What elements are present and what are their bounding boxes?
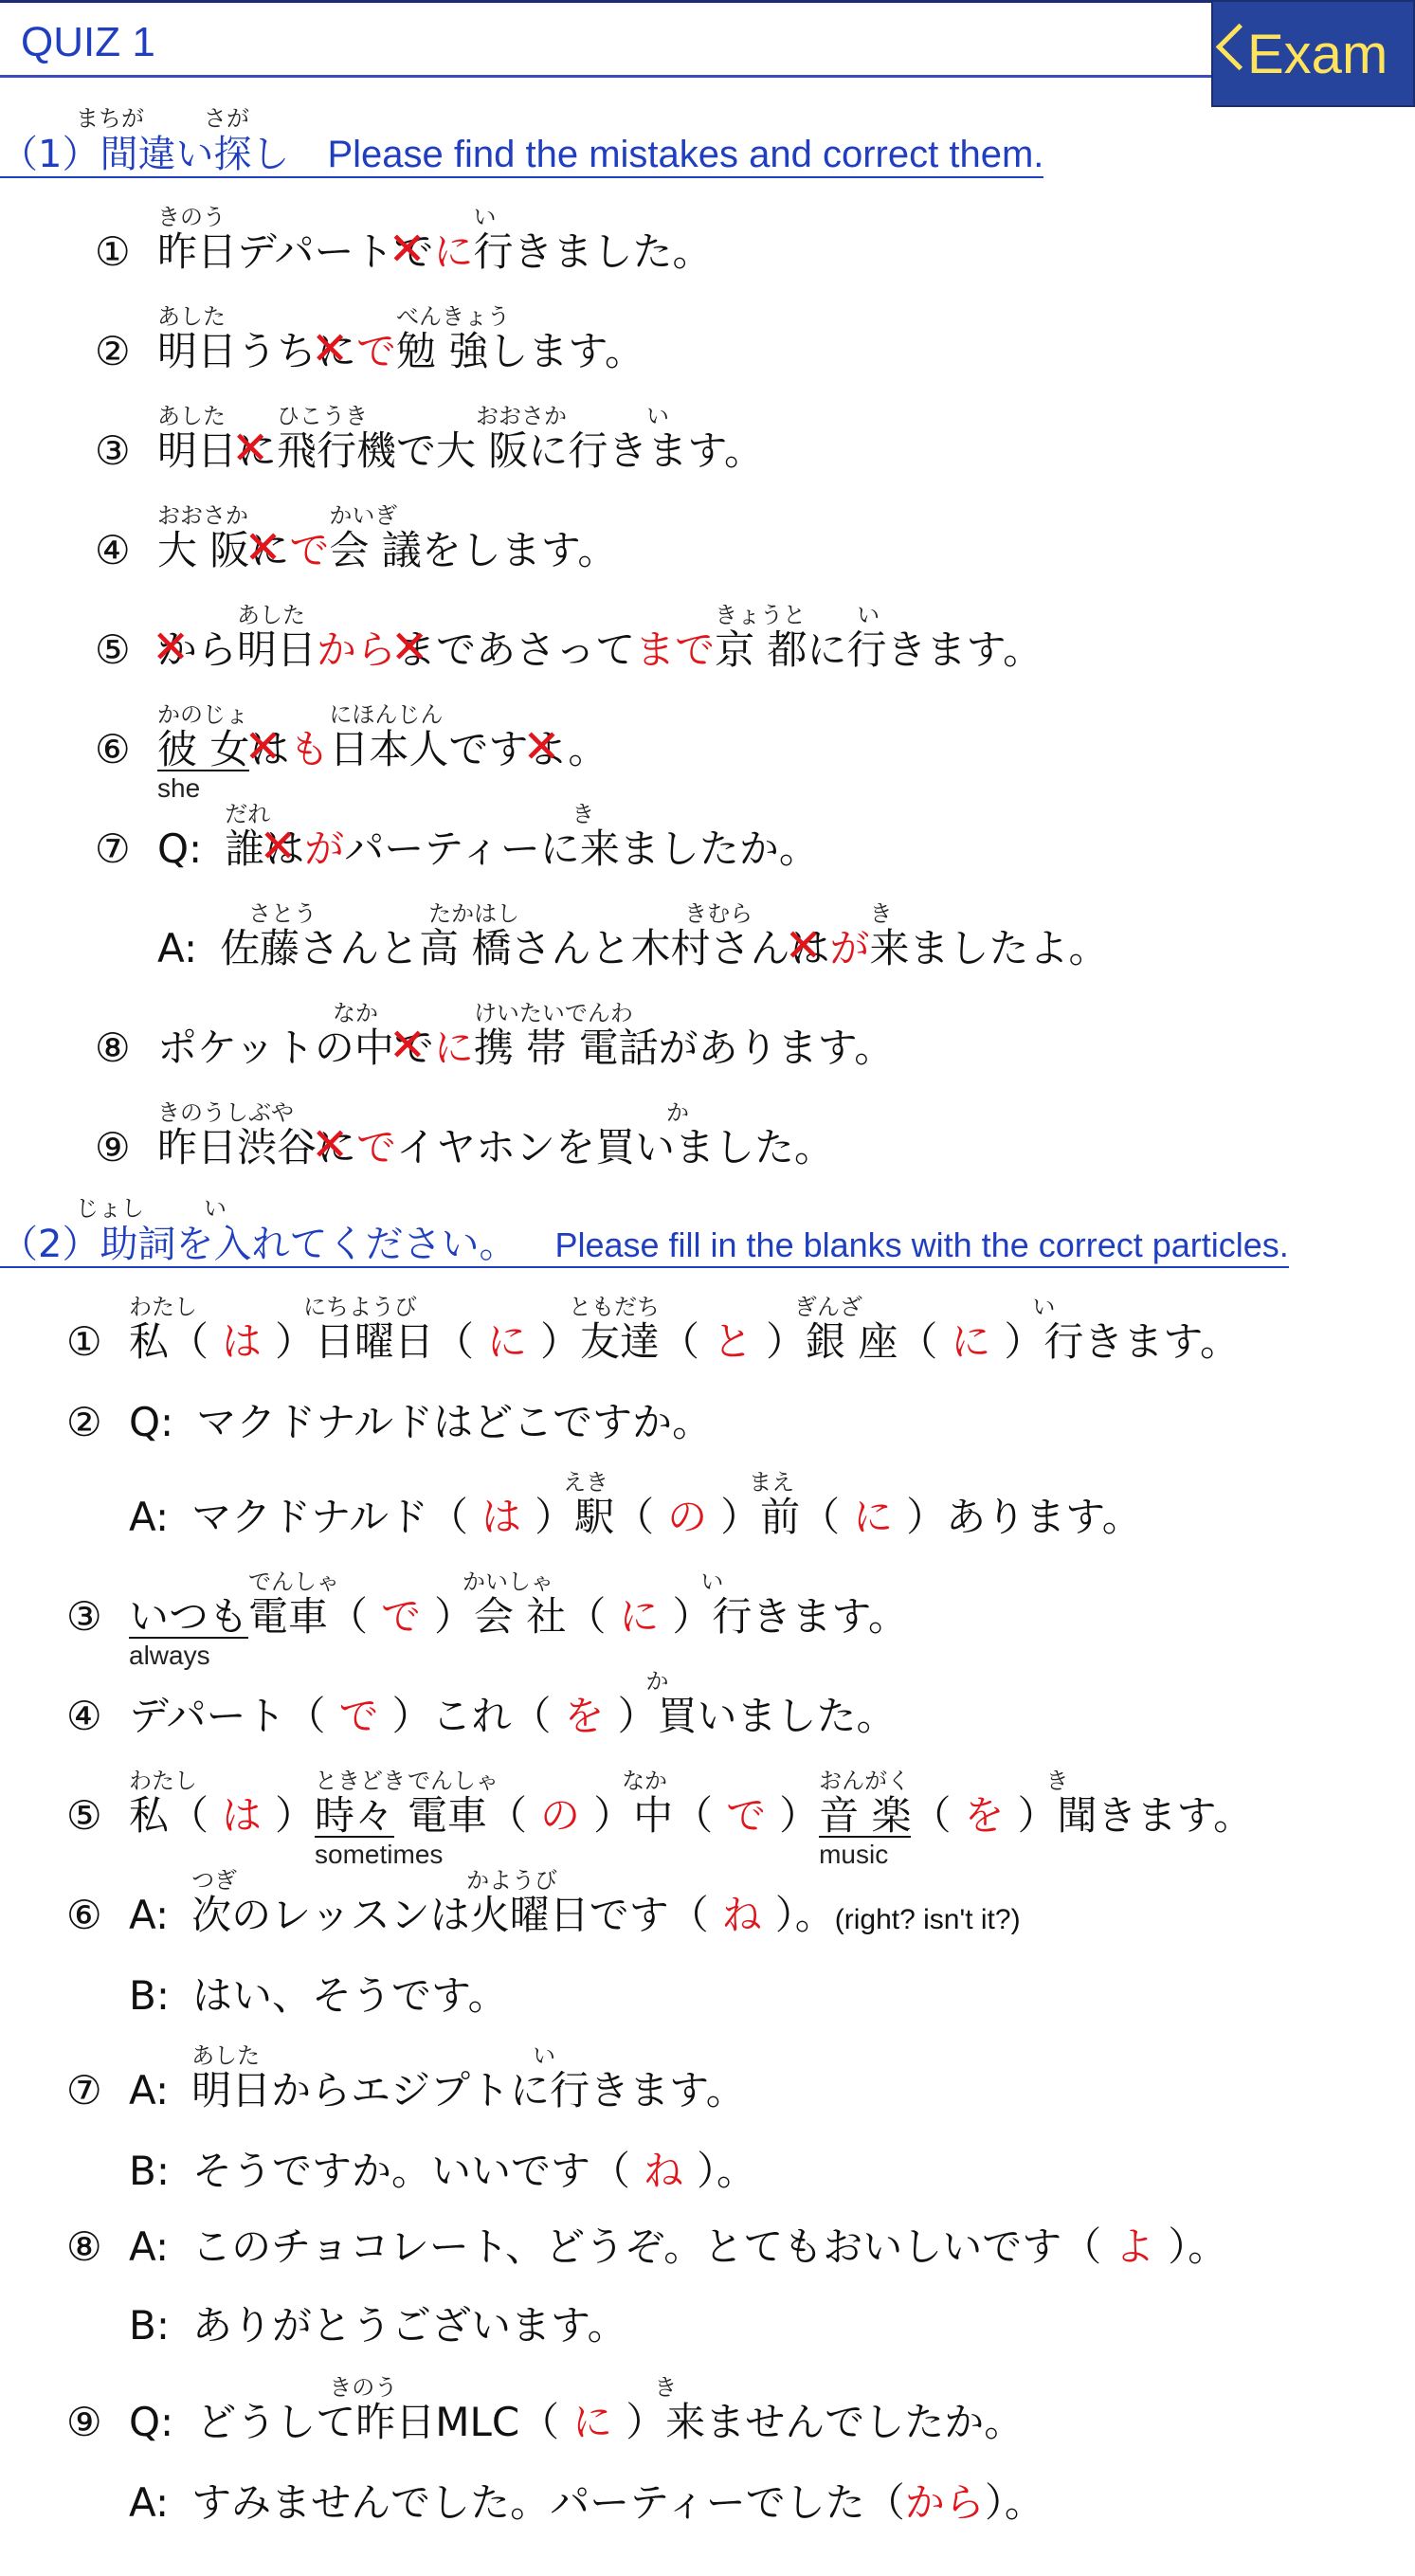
ruby: かのじょ — [157, 701, 248, 728]
gloss: she — [157, 773, 201, 803]
answer: の — [540, 1792, 581, 1839]
cross-icon: で ✕ — [394, 1028, 434, 1068]
ruby: わたし — [129, 1294, 197, 1320]
answer: よ — [1115, 2223, 1155, 2270]
exam-nav-label: Exam — [1247, 24, 1388, 85]
text: マクドナルドはどこですか。 — [196, 1399, 713, 1445]
cross-icon: は ✕ — [249, 730, 289, 770]
ruby: あした — [237, 602, 306, 628]
ruby: あした — [157, 403, 226, 429]
ruby: おおさか — [157, 502, 248, 529]
text: 彼 女 — [157, 726, 250, 772]
ruby: でんしゃ — [408, 1768, 499, 1794]
item-number: ② — [66, 1399, 102, 1445]
correction: で — [289, 527, 330, 573]
ruby: きのうしぶや — [157, 1099, 294, 1126]
ruby: きのう — [157, 204, 226, 230]
speaker: B: — [129, 1972, 170, 2019]
ruby: あした — [157, 303, 226, 330]
ruby: ぎんざ — [794, 1294, 863, 1320]
cross-icon: は ✕ — [790, 929, 830, 969]
ruby: き — [654, 2374, 678, 2401]
ruby: かいしゃ — [463, 1569, 554, 1595]
text: 行きました。 — [473, 228, 713, 275]
text: 明日 — [237, 626, 317, 673]
ruby: まちが — [76, 105, 144, 132]
ruby: べんきょう — [396, 303, 511, 330]
answer: から — [904, 2479, 985, 2526]
ruby: なか — [333, 1000, 378, 1026]
ruby: い — [646, 403, 670, 429]
cross-icon: に ✕ — [317, 1128, 356, 1168]
item-number: ⑤ — [66, 1792, 102, 1839]
answer: は — [222, 1318, 263, 1365]
q2-item-5: ⑤ わたし 私（ は ） ときどき 時々 sometimes でんしゃ 電車（ の なか ）中（ で ） おんがく 音 楽 music （ を き ）聞きます。 — [66, 1768, 1254, 1869]
speaker: Q: — [157, 825, 203, 872]
text: 明日うち — [157, 328, 317, 374]
speaker: Q: — [129, 2399, 174, 2445]
item-number: ③ — [66, 1593, 102, 1640]
item-number: ⑨ — [95, 1124, 131, 1170]
text: 大 阪 — [157, 527, 250, 573]
gloss: always — [129, 1641, 210, 1670]
answer: に — [487, 1318, 528, 1365]
cross-icon: で ✕ — [393, 232, 433, 272]
item-number: ⑨ — [66, 2399, 102, 2445]
answer: ね — [643, 2148, 683, 2194]
q1-item-4 — [95, 502, 618, 573]
answer: を — [564, 1693, 605, 1739]
text: 京 都に行きます。 — [715, 626, 1043, 673]
item-number: ⑧ — [66, 2223, 102, 2270]
item-number: ⑦ — [95, 825, 131, 872]
section-1-en: Please find the mistakes and correct them. — [327, 134, 1044, 175]
cross-icon: よ ✕ — [528, 730, 568, 770]
q1-item-2 — [95, 303, 645, 374]
q2-item-2a: A: マクドナルド（ は えき ）駅（ の まえ ）前（ に ）あります。 — [129, 1469, 1142, 1540]
q2-item-6b — [129, 1972, 508, 2019]
ruby: さが — [204, 105, 249, 132]
answer: ね — [721, 1892, 762, 1938]
answer: で — [381, 1593, 422, 1640]
q1-item-7q — [95, 801, 819, 872]
answer: と — [713, 1318, 753, 1365]
ruby: き — [571, 801, 595, 827]
text: 明日 — [157, 427, 238, 474]
item-number: ① — [95, 228, 131, 275]
ruby: ひこうき — [277, 403, 369, 429]
text: ポケットの中 — [157, 1025, 394, 1071]
ruby: わたし — [129, 1768, 197, 1794]
speaker: Q: — [129, 1399, 174, 1445]
q2-item-9a: A: すみませんでした。パーティーでした（から）。 — [129, 2479, 1044, 2526]
ruby: にほんじん — [329, 701, 444, 728]
ruby: つぎ — [191, 1867, 238, 1894]
ruby: かようび — [466, 1867, 558, 1894]
text: であさって — [436, 626, 636, 673]
section-1-heading — [0, 105, 1044, 178]
item-number: ⑥ — [95, 726, 131, 772]
ruby: にちようび — [303, 1294, 418, 1320]
text: 佐藤さんと高 橋さんと木村さん — [220, 925, 790, 971]
exam-nav-button[interactable] — [1211, 0, 1415, 107]
text: 日本人です — [329, 726, 529, 772]
correction: も — [289, 726, 330, 772]
section-2-jp: （2）助詞を入れてください。 — [0, 1223, 517, 1266]
ruby: い — [533, 2042, 556, 2069]
answer: を — [964, 1792, 1005, 1839]
ruby: い — [857, 602, 880, 628]
ruby: おおさか — [476, 403, 568, 429]
item-number: ④ — [95, 527, 131, 573]
item-number: ⑥ — [66, 1892, 102, 1938]
text: 誰 — [225, 825, 265, 872]
answer: に — [619, 1593, 660, 1640]
item-number: ③ — [95, 427, 131, 474]
q2-item-7b: B: そうですか。いいです（ ね ）。 — [129, 2148, 756, 2194]
q2-item-9q: ⑨ Q: きのう どうして昨日MLC（ に き ）来ませんでしたか。 — [66, 2374, 1025, 2445]
text: 音 楽 — [819, 1792, 912, 1839]
q2-item-8a: ⑧ A: このチョコレート、どうぞ。とてもおいしいです（ よ ）。 — [66, 2223, 1228, 2270]
correction: が — [304, 825, 345, 872]
ruby: あした — [191, 2042, 261, 2069]
text: 昨日デパート — [157, 228, 394, 275]
text: パーティーに来ましたか。 — [344, 825, 819, 872]
english-note: (right? isn't it?) — [834, 1904, 1021, 1935]
text: 勉 強します。 — [396, 328, 645, 374]
speaker: B: — [129, 2148, 170, 2194]
answer: に — [853, 1494, 894, 1540]
answer: は — [481, 1494, 522, 1540]
cross-icon: ま ✕ — [396, 630, 436, 670]
item-number: ④ — [66, 1693, 102, 1739]
ruby: だれ — [225, 801, 271, 827]
item-number: ① — [66, 1318, 102, 1365]
text: イヤホンを買いました。 — [396, 1124, 835, 1170]
ruby: ときどき — [315, 1768, 407, 1794]
ruby: きょうと — [715, 602, 807, 628]
ruby: きむら — [684, 900, 753, 927]
speaker: A: — [129, 1892, 170, 1938]
q2-item-3: ③ いつも always でんしゃ 電車（ で かいしゃ ）会 社（ に い ）行きます。 — [66, 1569, 909, 1670]
section-1-jp: （1）間違い探し — [0, 133, 290, 176]
cross-icon: から ✕ — [157, 630, 237, 670]
ruby: か — [666, 1099, 690, 1126]
text: はい、そうです。 — [191, 1972, 508, 2019]
correction: に — [433, 1025, 474, 1071]
q2-item-6a: ⑥ A: つぎ かようび 次のレッスンは火曜日です（ ね ）。(right? isn't it?) — [66, 1867, 1021, 1938]
ruby: えき — [563, 1469, 609, 1496]
ruby: ともだち — [569, 1294, 661, 1320]
ruby: けいたいでんわ — [473, 1000, 633, 1026]
cross-icon: に ✕ — [317, 332, 356, 372]
gloss: music — [819, 1840, 889, 1869]
page-title: QUIZ 1 — [21, 19, 155, 65]
answer: で — [726, 1792, 767, 1839]
q1-item-7a — [157, 900, 1109, 971]
item-number: ⑧ — [95, 1025, 131, 1071]
correction: で — [356, 328, 397, 374]
ruby: さとう — [248, 900, 317, 927]
header-bar — [0, 0, 1213, 78]
text: 来ましたよ。 — [869, 925, 1109, 971]
text: 会 議をします。 — [329, 527, 618, 573]
ruby: じょし — [76, 1195, 144, 1222]
answer: に — [572, 2399, 613, 2445]
ruby: かいぎ — [329, 502, 398, 529]
ruby: い — [204, 1195, 227, 1222]
q1-item-1 — [95, 204, 713, 275]
ruby: きのう — [329, 2374, 398, 2401]
text: 飛行機で大 阪に行きます。 — [277, 427, 765, 474]
section-2-en: Please fill in the blanks with the correct particles. — [554, 1225, 1289, 1264]
speaker: B: — [129, 2302, 170, 2349]
text: 。 — [568, 726, 608, 772]
answer: に — [951, 1318, 991, 1365]
q1-item-9 — [95, 1099, 835, 1170]
text: 時々 — [315, 1792, 395, 1839]
cross-icon: に ✕ — [249, 531, 289, 571]
item-number: ② — [95, 328, 131, 374]
answer: で — [338, 1693, 379, 1739]
ruby: まえ — [749, 1469, 795, 1496]
cross-icon: に ✕ — [237, 431, 277, 471]
gloss: sometimes — [315, 1840, 444, 1869]
q2-item-1: ① わたし 私（ は にちようび ）日曜日（ に ともだち ）友達（ と ぎんざ ）銀 座（ に い ）行きます。 — [66, 1294, 1241, 1365]
q1-item-5 — [95, 602, 1043, 673]
text: いつも — [129, 1593, 249, 1640]
section-2-heading — [0, 1195, 1289, 1268]
speaker: A: — [129, 1494, 170, 1540]
ruby: たかはし — [428, 900, 520, 927]
answer: の — [667, 1494, 708, 1540]
speaker: A: — [129, 2067, 170, 2113]
speaker: A: — [129, 2223, 170, 2270]
ruby: か — [645, 1668, 669, 1695]
item-number: ⑦ — [66, 2067, 102, 2113]
ruby: い — [473, 204, 497, 230]
q2-item-8b — [129, 2302, 627, 2349]
q1-item-3 — [95, 403, 765, 474]
q2-item-2q — [66, 1399, 713, 1445]
ruby: き — [1045, 1768, 1069, 1794]
speaker: A: — [157, 925, 198, 971]
ruby: い — [700, 1569, 724, 1595]
ruby: なか — [622, 1768, 668, 1794]
correction: から — [317, 626, 397, 673]
answer: は — [222, 1792, 263, 1839]
q1-item-6 — [95, 701, 608, 803]
correction: に — [433, 228, 474, 275]
text: ありがとうございます。 — [191, 2302, 627, 2349]
ruby: い — [1032, 1294, 1056, 1320]
q2-item-4: ④ デパート（ で ）これ（ を か ）買いました。 — [66, 1668, 897, 1739]
q1-item-8 — [95, 1000, 895, 1071]
cross-icon: は ✕ — [264, 829, 304, 869]
q2-item-7a — [66, 2042, 746, 2113]
text: 昨日渋谷 — [157, 1124, 317, 1170]
text: 明日からエジプトに行きます。 — [191, 2067, 746, 2113]
correction: まで — [635, 626, 716, 673]
ruby: おんがく — [819, 1768, 911, 1794]
speaker: A: — [129, 2479, 170, 2526]
text: 携 帯 電話があります。 — [473, 1025, 895, 1071]
correction: で — [356, 1124, 397, 1170]
correction: が — [829, 925, 870, 971]
ruby: き — [869, 900, 893, 927]
item-number: ⑤ — [95, 626, 131, 673]
ruby: でんしゃ — [248, 1569, 340, 1595]
